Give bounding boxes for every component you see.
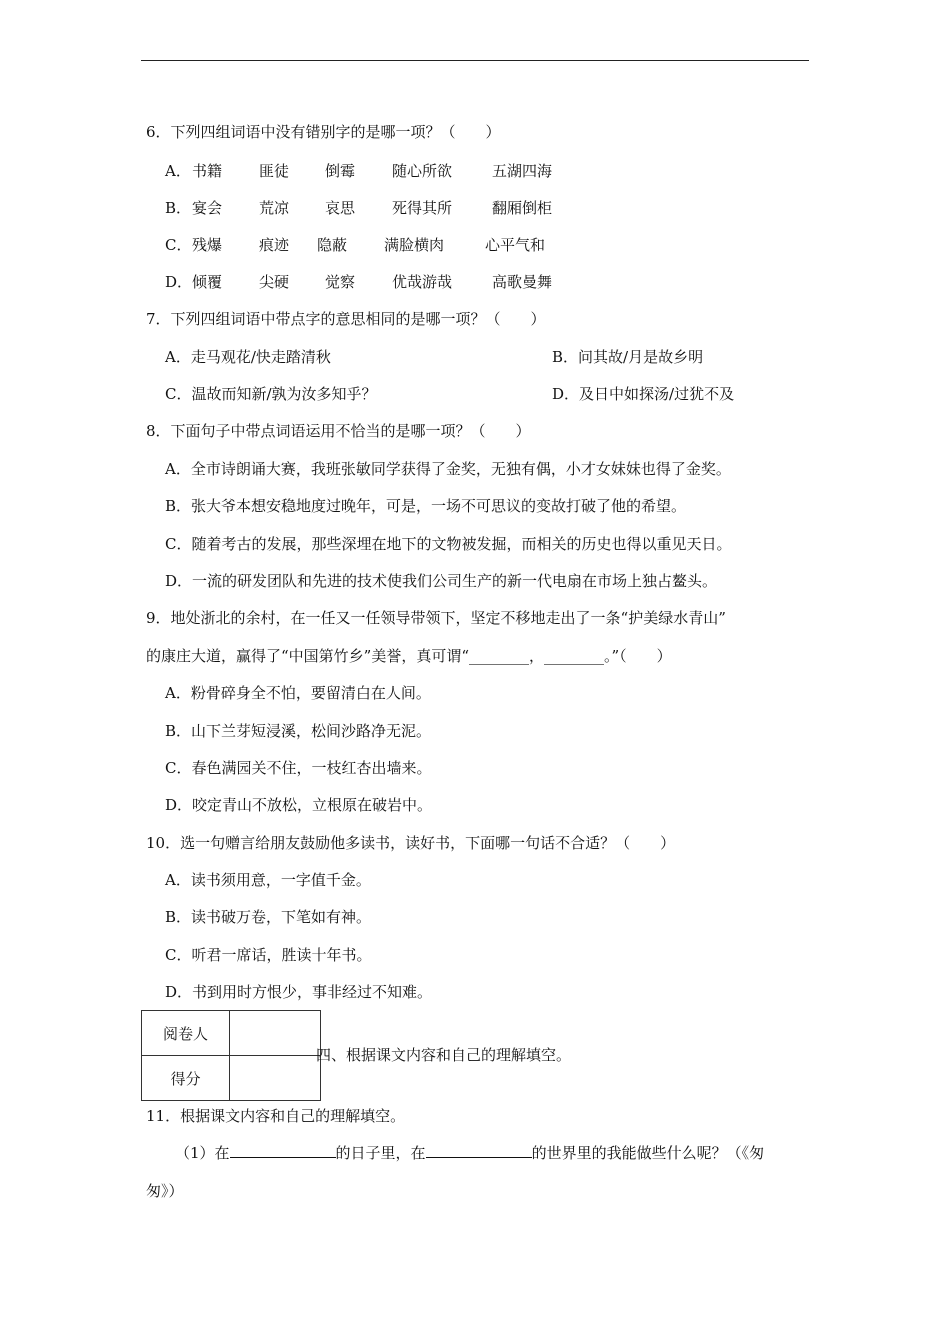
word: 痕迹 bbox=[259, 236, 290, 254]
word: 随心所欲 bbox=[392, 162, 453, 180]
word: 倾覆 bbox=[192, 273, 223, 291]
word: 书籍 bbox=[192, 162, 223, 180]
word: 五湖四海 bbox=[492, 162, 553, 180]
q11-part1-mid: 的日子里，在 bbox=[335, 1144, 426, 1162]
q8-stem: 8．下面句子中带点词语运用不恰当的是哪一项？（ ） bbox=[146, 422, 531, 440]
score-label: 得分 bbox=[142, 1056, 230, 1101]
option-letter: B． bbox=[165, 199, 192, 217]
q7-option-c: C．温故而知新/孰为汝多知乎？ bbox=[165, 385, 377, 403]
word: 优哉游哉 bbox=[392, 273, 453, 291]
q6-stem: 6．下列四组词语中没有错别字的是哪一项？（ ） bbox=[146, 123, 501, 141]
score-box bbox=[141, 1010, 321, 1101]
q8-option-d: D．一流的研发团队和先进的技术使我们公司生产的新一代电扇在市场上独占鳌头。 bbox=[165, 572, 718, 590]
fill-blank[interactable] bbox=[426, 1143, 532, 1158]
word: 心平气和 bbox=[485, 236, 546, 254]
fill-blank[interactable] bbox=[230, 1143, 336, 1158]
q8-option-c: C．随着考古的发展，那些深埋在地下的文物被发掘，而相关的历史也得以重见天日。 bbox=[165, 535, 732, 553]
q9-stem-line2: 的康庄大道，赢得了“中国第竹乡”美誉，真可谓“________，________。”（ ） bbox=[146, 647, 672, 665]
q11-stem: 11．根据课文内容和自己的理解填空。 bbox=[146, 1107, 406, 1125]
score-cell[interactable] bbox=[230, 1056, 321, 1101]
word: 荒凉 bbox=[259, 199, 290, 217]
reviewer-cell[interactable] bbox=[230, 1011, 321, 1056]
q9-option-d: D．咬定青山不放松，立根原在破岩中。 bbox=[165, 796, 433, 814]
word: 满脸横肉 bbox=[384, 236, 445, 254]
q10-option-a: A．读书须用意，一字值千金。 bbox=[165, 871, 371, 889]
word: 哀思 bbox=[325, 199, 356, 217]
q9-stem-line1: 9．地处浙北的余村，在一任又一任领导带领下，坚定不移地走出了一条“护美绿水青山” bbox=[146, 609, 726, 627]
q7-option-b: B．问其故/月是故乡明 bbox=[552, 348, 704, 366]
word: 高歌曼舞 bbox=[492, 273, 553, 291]
q10-stem: 10．选一句赠言给朋友鼓励他多读书，读好书，下面哪一句话不合适？（ ） bbox=[146, 834, 676, 852]
q9-option-c: C．春色满园关不住，一枝红杏出墙来。 bbox=[165, 759, 432, 777]
q9-option-a: A．粉骨碎身全不怕，要留清白在人间。 bbox=[165, 684, 431, 702]
q10-option-b: B．读书破万卷，下笔如有神。 bbox=[165, 908, 372, 926]
q8-option-b: B．张大爷本想安稳地度过晚年，可是，一场不可思议的变故打破了他的希望。 bbox=[165, 497, 687, 515]
word: 觉察 bbox=[325, 273, 356, 291]
word: 隐蔽 bbox=[317, 236, 348, 254]
word: 宴会 bbox=[192, 199, 223, 217]
q11-part1-continuation: 匆》） bbox=[146, 1182, 184, 1200]
reviewer-label: 阅卷人 bbox=[142, 1011, 230, 1056]
section-heading: 四、根据课文内容和自己的理解填空。 bbox=[316, 1046, 572, 1064]
q10-option-c: C．听君一席话，胜读十年书。 bbox=[165, 946, 372, 964]
word: 残爆 bbox=[192, 236, 223, 254]
word: 尖硬 bbox=[259, 273, 290, 291]
word: 匪徒 bbox=[259, 162, 290, 180]
q9-option-b: B．山下兰芽短浸溪，松间沙路净无泥。 bbox=[165, 722, 432, 740]
q8-option-a: A．全市诗朗诵大赛，我班张敏同学获得了金奖，无独有偶，小才女妹妹也得了金奖。 bbox=[165, 460, 731, 478]
q7-option-a: A．走马观花/快走踏清秋 bbox=[165, 348, 331, 366]
q7-option-d: D．及日中如探汤/过犹不及 bbox=[552, 385, 735, 403]
header-rule bbox=[141, 60, 809, 61]
q11-part1-suffix: 的世界里的我能做些什么呢？（《匆 bbox=[531, 1144, 765, 1162]
q11-part1-prefix: （1）在 bbox=[175, 1144, 230, 1162]
q11-part1 bbox=[175, 1143, 764, 1163]
option-letter: C． bbox=[165, 236, 192, 254]
q10-option-d: D．书到用时方恨少，事非经过不知难。 bbox=[165, 983, 433, 1001]
word: 倒霉 bbox=[325, 162, 356, 180]
word: 翻厢倒柜 bbox=[492, 199, 553, 217]
option-letter: A． bbox=[165, 162, 191, 180]
q7-stem: 7．下列四组词语中带点字的意思相同的是哪一项？（ ） bbox=[146, 310, 546, 328]
option-letter: D． bbox=[165, 273, 193, 291]
word: 死得其所 bbox=[392, 199, 453, 217]
